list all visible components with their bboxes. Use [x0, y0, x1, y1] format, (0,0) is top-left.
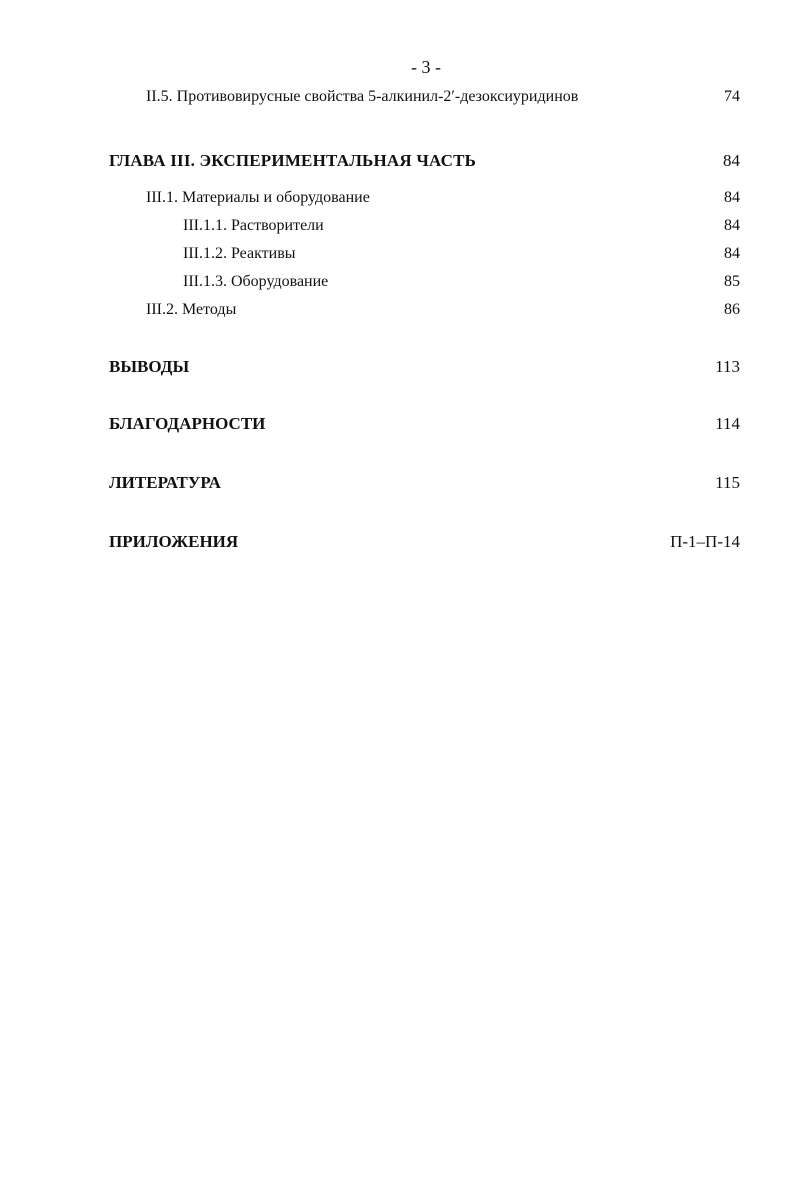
toc-entry-title: III.2. Методы	[146, 301, 237, 318]
toc-entry-chapter-3	[0, 150, 796, 172]
toc-entry-appendices	[0, 531, 796, 553]
toc-entry-page: 84	[724, 217, 740, 234]
toc-entry-section-3-1	[0, 187, 796, 209]
toc-entry-title: III.1.3. Оборудование	[183, 273, 329, 290]
toc-entry-title: ВЫВОДЫ	[109, 357, 190, 376]
toc-entry-section-3-1-3	[0, 271, 796, 293]
toc-entry-title: БЛАГОДАРНОСТИ	[109, 414, 266, 433]
toc-entry-title: II.5. Противовирусные свойства 5-алкинил-2′-дезоксиуридинов	[146, 88, 579, 105]
toc-entry-page: П-1–П-14	[670, 532, 740, 551]
toc-entry-title: ГЛАВА III. ЭКСПЕРИМЕНТАЛЬНАЯ ЧАСТЬ	[109, 151, 477, 170]
toc-entry-section-3-1-1	[0, 215, 796, 237]
toc-entry-page: 86	[724, 301, 740, 318]
page-number: - 3 -	[411, 57, 441, 77]
toc-entry-section-3-1-2	[0, 243, 796, 265]
toc-entry-section-3-2	[0, 299, 796, 321]
toc-entry-page: 114	[715, 414, 740, 433]
toc-entry-title: III.1. Материалы и оборудование	[146, 189, 370, 206]
toc-entry-title: ПРИЛОЖЕНИЯ	[109, 532, 239, 551]
toc-entry-page: 113	[715, 357, 740, 376]
toc-entry-page: 84	[724, 189, 740, 206]
toc-entry-acknowledgements	[0, 413, 796, 435]
toc-entry-page: 84	[724, 245, 740, 262]
toc-entry-title: III.1.2. Реактивы	[183, 245, 296, 262]
toc-entry-page: 115	[715, 473, 740, 492]
toc-entry-title: III.1.1. Растворители	[183, 217, 324, 234]
toc-entry-page: 74	[724, 88, 740, 105]
toc-entry-page: 85	[724, 273, 740, 290]
toc-entry-section-2-5	[0, 86, 796, 108]
toc-entry-literature	[0, 472, 796, 494]
toc-entry-conclusions	[0, 356, 796, 378]
toc-entry-title: ЛИТЕРАТУРА	[109, 473, 221, 492]
toc-entry-page: 84	[723, 151, 740, 170]
